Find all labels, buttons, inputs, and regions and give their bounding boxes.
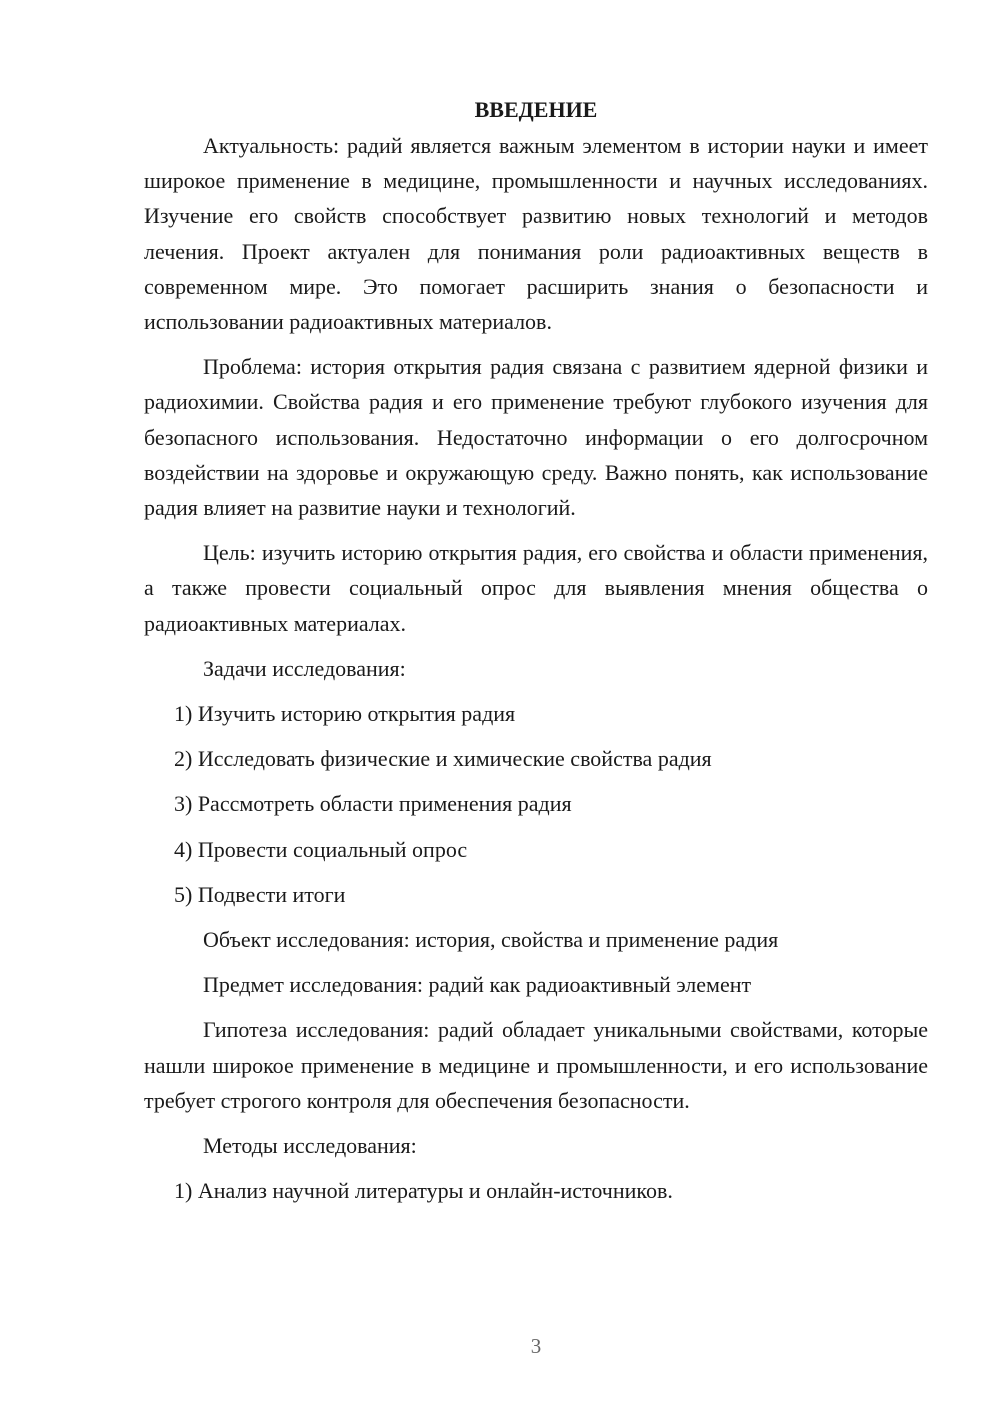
methods-list (144, 1173, 928, 1208)
paragraph-relevance: Актуальность: радий является важным элементом в истории науки и имеет широкое применение в медицине, промышленности и научных исследованиях. Изучение его свойств способствует развитию новых технологий и методов лечения. Проект актуален для понимания роли радиоактивных веществ в современном мире. Это помогает расширить знания о безопасности и использовании радиоактивных материалов. (144, 133, 928, 335)
page-number: 3 (530, 1334, 542, 1358)
paragraph-problem: Проблема: история открытия радия связана с развитием ядерной физики и радиохимии. Свойства радия и его применение требуют глубокого изучения для безопасного использования. Недостаточно информации о его долгосрочном воздействии на здоровье и окружающую среду. Важно понять, как использование радия влияет на развитие науки и технологий. (144, 354, 928, 521)
research-object: Объект исследования: история, свойства и применение радия (203, 927, 779, 953)
research-subject: Предмет исследования: радий как радиоактивный элемент (203, 972, 752, 998)
section-title: ВВЕДЕНИЕ (474, 97, 598, 122)
task-item: 5) Подвести итоги (174, 881, 346, 907)
task-item: 1) Изучить историю открытия радия (174, 701, 516, 727)
method-item: 1) Анализ научной литературы и онлайн-источников. (174, 1178, 673, 1204)
paragraph-hypothesis: Гипотеза исследования: радий обладает уникальными свойствами, которые нашли широкое применение в медицине и промышленности, и его использование требует строгого контроля для обеспечения безопасности. (144, 1017, 928, 1113)
paragraph-goal: Цель: изучить историю открытия радия, его свойства и области применения, а также провести социальный опрос для выявления мнения общества о радиоактивных материалах. (144, 540, 928, 636)
page-content (144, 92, 928, 1218)
task-item: 3) Рассмотреть области применения радия (174, 791, 572, 817)
methods-heading: Методы исследования: (203, 1133, 417, 1159)
task-item: 4) Провести социальный опрос (174, 836, 468, 862)
tasks-list (144, 696, 928, 912)
tasks-heading: Задачи исследования: (203, 655, 406, 681)
task-item: 2) Исследовать физические и химические свойства радия (174, 746, 712, 772)
